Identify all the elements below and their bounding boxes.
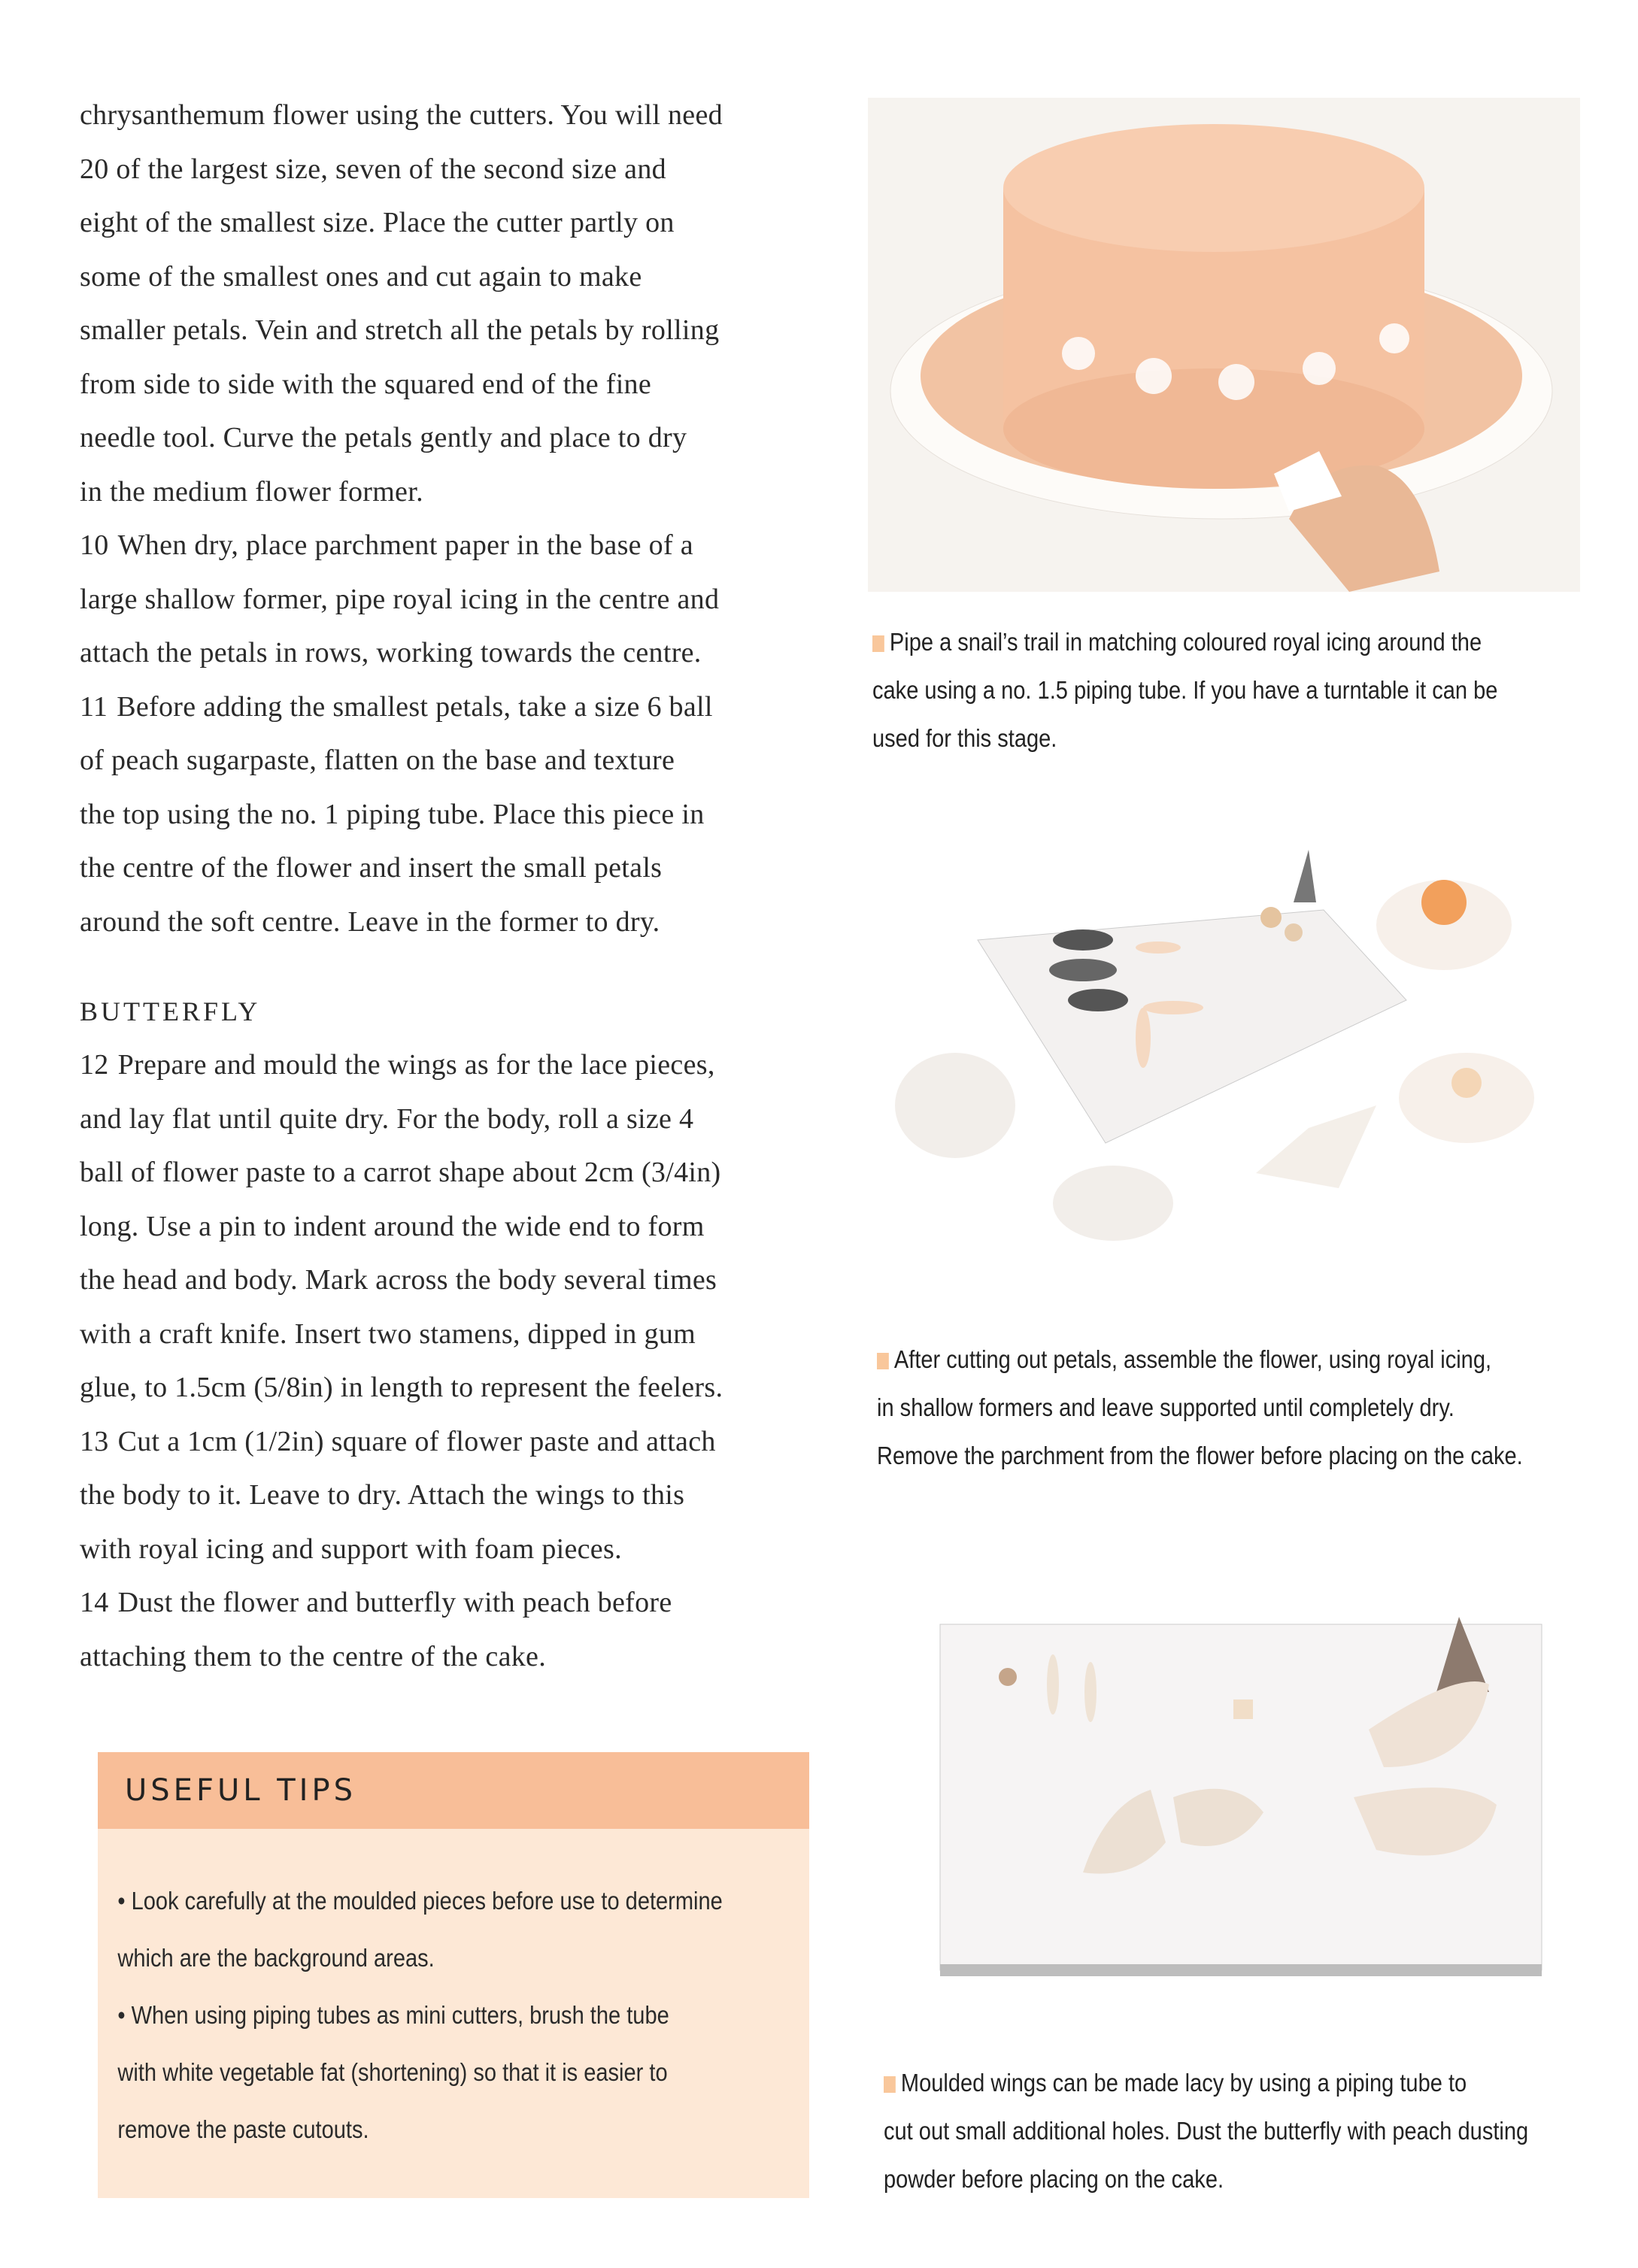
tips-list [98, 1829, 833, 2158]
caption-marker-icon [872, 635, 884, 652]
caption-line [877, 1384, 1523, 1432]
line-text: long. Use a pin to indent around the wide end to form [80, 1210, 705, 1242]
text-line [80, 1093, 802, 1147]
caption-text: Moulded wings can be made lacy by using a piping tube to [900, 2069, 1467, 2097]
body-text [80, 89, 802, 1684]
text-line [80, 1523, 802, 1577]
tip-line: with white vegetable fat (shortening) so that it is easier to [117, 2058, 668, 2086]
text-line [80, 196, 802, 250]
line-text: eight of the smallest size. Place the cutter partly on [80, 207, 675, 238]
caption-line [884, 2155, 1528, 2203]
line-text: smaller petals. Vein and stretch all the petals by rolling [80, 314, 720, 346]
butterfly-photo [933, 1617, 1549, 1993]
line-text: Before adding the smallest petals, take a size 6 ball [117, 690, 713, 723]
step-number: 11 [80, 690, 108, 723]
caption-line [877, 1432, 1523, 1480]
line-text: chrysanthemum flower using the cutters. You will need [80, 99, 723, 131]
caption-text: cut out small additional holes. Dust the butterfly with peach dusting [884, 2117, 1529, 2145]
step-14 [80, 1576, 802, 1684]
line-text: 20 of the largest size, seven of the second size and [80, 153, 666, 185]
text-line [80, 573, 802, 627]
caption-cake [872, 618, 1497, 763]
step-number: 12 [80, 1049, 109, 1081]
step-number: 14 [80, 1587, 109, 1618]
line-text: Cut a 1cm (1/2in) square of flower paste and attach [117, 1425, 716, 1457]
caption-line [872, 666, 1497, 714]
caption-text: in shallow formers and leave supported until completely dry. [877, 1393, 1454, 1421]
cake-photo [868, 98, 1580, 592]
text-line [80, 626, 802, 681]
text-line [80, 1200, 802, 1254]
tip-line: • When using piping tubes as mini cutters, brush the tube [117, 2001, 669, 2029]
line-text: from side to side with the squared end of the fine [80, 368, 652, 400]
line-text: the top using the no. 1 piping tube. Place this piece in [80, 798, 705, 830]
line-text: with royal icing and support with foam pieces. [80, 1533, 622, 1565]
line-text: attach the petals in rows, working towards the centre. [80, 637, 702, 669]
caption-text: used for this stage. [872, 724, 1057, 752]
caption-butterfly [884, 2059, 1528, 2203]
text-line [80, 1576, 802, 1630]
caption-text: After cutting out petals, assemble the flower, using royal icing, [893, 1345, 1492, 1373]
text-line [80, 1469, 802, 1523]
line-text: ball of flower paste to a carrot shape about 2cm (3/4in) [80, 1157, 721, 1188]
caption-line [877, 1336, 1523, 1384]
text-line [80, 465, 802, 520]
line-text: some of the smallest ones and cut again to make [80, 260, 642, 293]
text-line [80, 358, 802, 412]
step-13 [80, 1415, 802, 1577]
caption-text: Pipe a snail’s trail in matching coloured royal icing around the [889, 628, 1482, 656]
step-12 [80, 1038, 802, 1415]
text-line [80, 1038, 802, 1093]
caption-flower [877, 1336, 1523, 1480]
line-text: with a craft knife. Insert two stamens, dipped in gum [80, 1317, 696, 1350]
line-text: needle tool. Curve the petals gently and place to dry [80, 422, 687, 453]
text-line [80, 1146, 802, 1200]
line-text: When dry, place parchment paper in the base of a [117, 529, 693, 561]
text-line [80, 788, 802, 842]
text-line [80, 411, 802, 465]
line-text: attaching them to the centre of the cake. [80, 1640, 547, 1672]
line-text: and lay flat until quite dry. For the body, roll a size 4 [80, 1102, 694, 1135]
text-line [80, 841, 802, 896]
line-text: Prepare and mould the wings as for the lace pieces, [117, 1049, 715, 1081]
caption-line [872, 618, 1497, 666]
step-11 [80, 681, 802, 950]
line-text: around the soft centre. Leave in the former to dry. [80, 905, 660, 938]
text-line [80, 519, 802, 573]
text-line [80, 1308, 802, 1362]
line-text: glue, to 1.5cm (5/8in) in length to represent the feelers. [80, 1372, 723, 1403]
line-text: in the medium flower former. [80, 475, 423, 508]
caption-text: cake using a no. 1.5 piping tube. If you have a turntable it can be [872, 676, 1498, 704]
intro-paragraph [80, 89, 802, 519]
text-line [80, 1254, 802, 1308]
line-text: the centre of the flower and insert the small petals [80, 852, 663, 884]
text-line [80, 896, 802, 950]
caption-marker-icon [877, 1353, 889, 1369]
flower-assembly-photo [857, 812, 1549, 1293]
text-line [80, 143, 802, 197]
tip-line: remove the paste cutouts. [117, 2115, 369, 2143]
text-line [80, 304, 802, 358]
line-text: of peach sugarpaste, flatten on the base and texture [80, 744, 675, 776]
text-line [80, 734, 802, 788]
caption-text: powder before placing on the cake. [884, 2165, 1224, 2193]
useful-tips-box [98, 1752, 809, 2198]
text-line [80, 250, 802, 305]
tip-line: • Look carefully at the moulded pieces before use to determine [117, 1887, 723, 1915]
caption-marker-icon [884, 2076, 896, 2093]
step-10 [80, 519, 802, 681]
line-text: the head and body. Mark across the body several times [80, 1264, 717, 1296]
text-line [80, 1415, 802, 1469]
line-text: large shallow former, pipe royal icing in the centre and [80, 583, 720, 615]
caption-text: Remove the parchment from the flower before placing on the cake. [877, 1442, 1523, 1469]
text-line [80, 89, 802, 143]
text-line [80, 1361, 802, 1415]
step-number: 13 [80, 1425, 109, 1457]
line-text: Dust the flower and butterfly with peach before [117, 1587, 672, 1618]
caption-line [884, 2107, 1528, 2155]
text-line [80, 1630, 802, 1684]
step-number: 10 [80, 529, 109, 561]
tip-line: which are the background areas. [117, 1944, 435, 1972]
caption-line [884, 2059, 1528, 2107]
line-text: the body to it. Leave to dry. Attach the wings to this [80, 1479, 685, 1511]
tips-title: USEFUL TIPS [98, 1752, 809, 1829]
text-line [80, 681, 802, 735]
butterfly-heading: BUTTERFLY [80, 996, 261, 1026]
caption-line [872, 714, 1497, 763]
